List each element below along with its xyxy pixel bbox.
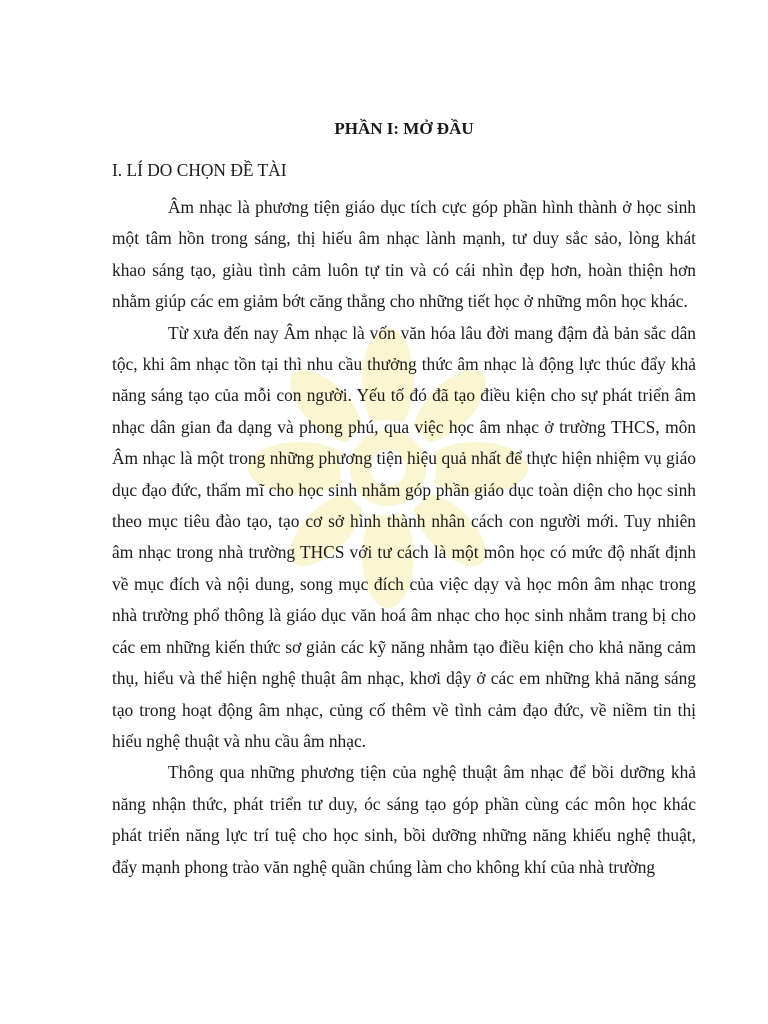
paragraph-1: Âm nhạc là phương tiện giáo dục tích cực góp phần hình thành ở học sinh một tâm hồn trong sáng, thị hiếu âm nhạc lành mạnh, tư duy sắc sảo, lòng khát khao sáng tạo, giàu tình cảm luôn tự tin và có cái nhìn đẹp hơn, hoàn thiện hơn nhằm giúp các em giảm bớt căng thẳng cho những tiết học ở những môn học khác.	[112, 197, 696, 312]
paragraph-2: Từ xưa đến nay Âm nhạc là vốn văn hóa lâu đời mang đậm đà bản sắc dân tộc, khi âm nhạc tồn tại thì nhu cầu thưởng thức âm nhạc là động lực thúc đẩy khả năng sáng tạo của mỗi con người. Yếu tố đó đã tạo điều kiện cho sự phát triển âm nhạc dân gian đa dạng và phong phú, qua việc học âm nhạc ở trường THCS, môn Âm nhạc là một trong những phương tiện hiệu quả nhất để thực hiện nhiệm vụ giáo dục đạo đức, thẩm mĩ cho học sinh nhằm góp phần giáo dục toàn diện cho học sinh theo mục tiêu đào tạo, tạo cơ sở hình thành nhân cách con người mới. Tuy nhiên âm nhạc trong nhà trường THCS với tư cách là một môn học có mức độ nhất định về mục đích và nội dung, song mục đích của việc dạy và học môn âm nhạc trong nhà trường phổ thông là giáo dục văn hoá âm nhạc cho học sinh nhằm trang bị cho các em những kiến thức sơ giản các kỹ năng nhằm tạo điều kiện cho khả năng cảm thụ, hiểu và thể hiện nghệ thuật âm nhạc, khơi dậy ở các em những khả năng sáng tạo trong hoạt động âm nhạc, củng cố thêm về tình cảm đạo đức, về niềm tin thị hiếu nghệ thuật và nhu cầu âm nhạc.	[112, 322, 696, 751]
document-body	[112, 104, 696, 883]
page-title: PHẦN I: MỞ ĐẦU	[334, 119, 474, 138]
paragraph-3: Thông qua những phương tiện của nghệ thuật âm nhạc để bồi dưỡng khả năng nhận thức, phát triển tư duy, óc sáng tạo góp phần cùng các môn học khác phát triển năng lực trí tuệ cho học sinh, bồi dưỡng những năng khiếu nghệ thuật, đẩy mạnh phong trào văn nghệ quần chúng làm cho không khí của nhà trường	[112, 762, 696, 877]
section-heading: I. LÍ DO CHỌN ĐỀ TÀI	[112, 160, 287, 180]
